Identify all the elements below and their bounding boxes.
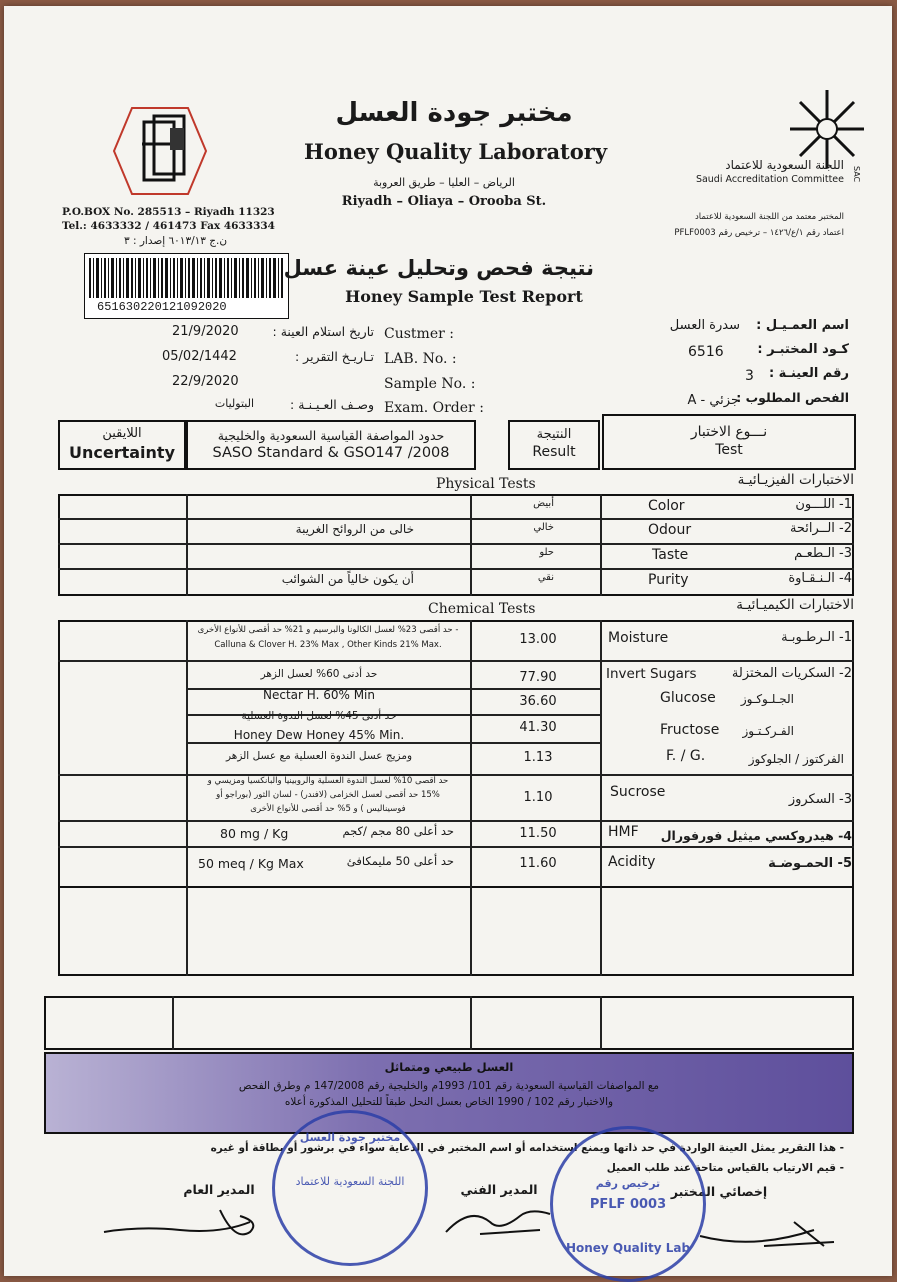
invert-standard-ar: حد أدنى 60% لعسل الزهر [260, 668, 378, 680]
po-box: P.O.BOX No. 285513 – Riyadh 11323 [62, 206, 275, 218]
report-page [4, 6, 892, 1276]
sac-name-en: Saudi Accreditation Committee [695, 174, 844, 185]
sample-no-label-ar: رقم العينـة : [768, 366, 849, 381]
sample-no-label-en: Sample No. : [384, 376, 476, 392]
invert-sugars-test-en: Invert Sugars [606, 666, 697, 682]
taste-test-ar: 3- الـطعـم [794, 546, 852, 561]
barcode [84, 253, 289, 319]
specialist-label: إخصائي المختبر [670, 1184, 768, 1199]
barcode-icon [87, 256, 287, 300]
standard-header: حدود المواصفة القياسية السعودية والخليجية SASO Standard & GSO147 /2008 [186, 420, 476, 470]
exam-value: جزئي - A [687, 393, 739, 408]
lab-code-value: 6516 [688, 344, 724, 360]
fg-test-ar: الفركتوز / الجلوكوز [748, 752, 844, 766]
chemical-heading-en: Chemical Tests [428, 601, 536, 617]
sample-desc: البتوليات [214, 397, 254, 410]
customer-label-en: Custmer : [384, 326, 454, 342]
odour-result: خالي [533, 522, 554, 533]
acidity-test-ar: 5- الحمـوضـة [768, 856, 852, 871]
commercial-record: ن.ج ٦٠١٣/١٣ إصدار : ٣ [124, 235, 228, 247]
sucrose-standard-line2: 15% حد أقصى لعسل الخزامى (لافندر) - لسان الثور (بوراجو أو [216, 790, 440, 800]
hmf-standard-en: 80 mg / Kg [220, 826, 289, 841]
odour-standard: خالى من الروائح الغريبة [295, 522, 414, 536]
empty-row-bottom [44, 996, 854, 1050]
general-manager-label: المدير العام [183, 1182, 255, 1197]
moisture-result: 13.00 [519, 632, 557, 647]
empty-rows [58, 886, 854, 976]
purity-result: نقي [537, 572, 554, 583]
acidity-test-en: Acidity [608, 854, 656, 870]
technical-manager-label: المدير الفني [460, 1182, 538, 1197]
customer-label-ar: اسم العمـيـل : [756, 318, 849, 333]
physical-table [58, 494, 854, 596]
glucose-test-ar: الجـلـوكـوز [740, 692, 794, 706]
lab-address-en: Riyadh – Oliaya – Orooba St. [341, 194, 547, 209]
moisture-test-en: Moisture [608, 630, 669, 646]
phone-fax: Tel.: 4633332 / 461473 Fax 4633334 [62, 220, 275, 232]
invert-standard-en: Nectar H. 60% Min [263, 688, 375, 702]
moisture-test-ar: 1- الـرطـوبـة [781, 630, 852, 645]
receipt-date: 21/9/2020 [172, 324, 239, 339]
lab-logo-icon [112, 104, 208, 198]
receipt-date-label: تاريخ استلام العينة : [272, 324, 374, 339]
glucose-standard-ar: حد أدنى 45% لعسل الندوة العسلية [241, 710, 397, 722]
conclusion-line2: والاختبار رقم 102 / 1990 الخاص بعسل النحل طبقاً للتحليل المذكورة أعلاه [284, 1096, 614, 1108]
invert-sugars-test-ar: 2- السكريات المختزلة [731, 666, 852, 681]
purity-standard: أن يكون خالياً من الشوائب [281, 572, 414, 586]
sample-desc-label: وصـف العـيـنـة : [290, 397, 374, 412]
acidity-standard-en: 50 meq / Kg Max [198, 856, 304, 871]
sucrose-standard-line3: فوسيناليس ) و 5% حد أقصى للأنواع الأخرى [250, 804, 406, 814]
exam-order-label-en: Exam. Order : [384, 400, 484, 416]
note-1: - هذا التقرير يمثل العينة الواردة في حد ذاتها ويمنع استخدامه أو اسم المختبر في الدعاية سواء في برشور أو بطاقة أو غيره [210, 1142, 844, 1154]
sucrose-test-en: Sucrose [610, 784, 666, 800]
acidity-standard-ar: حد أعلى 50 مليمكافئ [346, 854, 454, 868]
sucrose-standard-line1: حد أقصى 10% لعسل الندوة العسلية والروبينيا والبانكسيا ومزيسي و [207, 776, 449, 786]
odour-test-en: Odour [648, 522, 692, 538]
sac-abbr: SAC [852, 166, 861, 183]
report-date-label: تـاريـخ التقرير : [294, 349, 374, 364]
lab-no-label-en: LAB. No. : [384, 351, 457, 367]
moisture-standard-en: Calluna & Clover H. 23% Max , Other Kinds 21% Max. [214, 640, 442, 650]
lab-name-ar: مختبر جودة العسل [335, 98, 573, 128]
barcode-number: 651630220121092020 [97, 300, 227, 314]
sac-license: اعتماد رقم ١/ع/١٤٢٦ – ترخيص رقم PFLF0003 [674, 228, 844, 238]
physical-heading-en: Physical Tests [436, 476, 536, 492]
signature-technical-manager [440, 1202, 560, 1242]
fructose-test-en: Fructose [660, 722, 720, 738]
hmf-standard-ar: حد أعلى 80 مجم /كجم [342, 824, 454, 838]
conclusion-line1: مع المواصفات القياسية السعودية رقم 101/ 1993م والخليجية رقم 147/2008 م وطرق الفحص [238, 1080, 660, 1092]
hmf-result: 11.50 [519, 826, 557, 841]
purity-test-ar: 4- الـنـقـاوة [788, 571, 852, 586]
signature-specialist [694, 1216, 844, 1256]
fg-standard-ar: ومزيج عسل الندوة العسلية مع عسل الزهر [225, 750, 413, 762]
sample-no-value: 3 [745, 368, 754, 384]
fg-result: 1.13 [523, 750, 553, 765]
lab-seal-left: مختبر جودة العسل اللجنة السعودية للاعتماد [272, 1110, 428, 1266]
sucrose-result: 1.10 [523, 790, 553, 805]
glucose-result: 36.60 [519, 694, 557, 709]
lab-address-ar: الرياض – العليا – طريق العروبة [373, 176, 515, 189]
lab-name-en: Honey Quality Laboratory [304, 139, 608, 164]
customer-value: سدرة العسل [669, 318, 740, 333]
test-header: نـــوع الاختبار Test [602, 414, 856, 470]
note-2: - قيم الارتياب بالقياس متاحة عند طلب العميل [606, 1162, 844, 1174]
report-title-en: Honey Sample Test Report [345, 287, 583, 306]
fg-test-en: F. / G. [666, 748, 706, 764]
exam-label-ar: الفحص المطلوب : [736, 390, 849, 405]
report-title-ar: نتيجة فحص وتحليل عينة عسل [283, 256, 594, 280]
chemical-heading-ar: الاختبارات الكيميـائيـة [736, 597, 854, 613]
taste-result: حلو [539, 547, 554, 558]
physical-heading-ar: الاختبارات الفيزيـائيـة [737, 472, 854, 488]
color-result: أبيض [533, 498, 554, 509]
glucose-test-en: Glucose [660, 690, 716, 706]
moisture-standard-ar: - حد أقصى 23% لعسل الكالونا والبرسيم و 21% حد أقصى للأنواع الأخرى [197, 625, 459, 635]
glucose-standard-en: Honey Dew Honey 45% Min. [233, 728, 405, 742]
sac-name-ar: اللجنة السعودية للاعتماد [725, 158, 844, 172]
uncertainty-header: اللايقين Uncertainty [58, 420, 186, 470]
report-date: 05/02/1442 [162, 349, 237, 364]
result-header: النتيجة Result [508, 420, 600, 470]
lab-seal-right: ترخيص رقم PFLF 0003 Honey Quality Lab [550, 1126, 706, 1282]
purity-test-en: Purity [648, 572, 689, 588]
taste-test-en: Taste [652, 547, 689, 563]
conclusion-title: العسل طبيعي ومتماثل [384, 1060, 514, 1074]
fructose-test-ar: الفـركـتـوز [742, 724, 794, 738]
fructose-result: 41.30 [519, 720, 557, 735]
signature-general-manager [100, 1202, 270, 1252]
hmf-test-en: HMF [608, 824, 639, 840]
lab-code-label-ar: كـود المختبـر : [757, 342, 849, 357]
odour-test-ar: 2- الــرائحة [789, 521, 852, 536]
corresponding-date: 22/9/2020 [172, 374, 239, 389]
conclusion-banner [44, 1052, 854, 1134]
invert-sugars-result: 77.90 [519, 670, 557, 685]
color-test-ar: 1- اللـــون [795, 497, 852, 512]
acidity-result: 11.60 [519, 856, 557, 871]
sucrose-test-ar: 3- السكروز [788, 792, 852, 807]
sac-note: المختبر معتمد من اللجنة السعودية للاعتماد [695, 212, 844, 222]
hmf-test-ar: 4- هيدروكسي ميثيل فورفورال [660, 828, 852, 843]
color-test-en: Color [648, 498, 685, 514]
